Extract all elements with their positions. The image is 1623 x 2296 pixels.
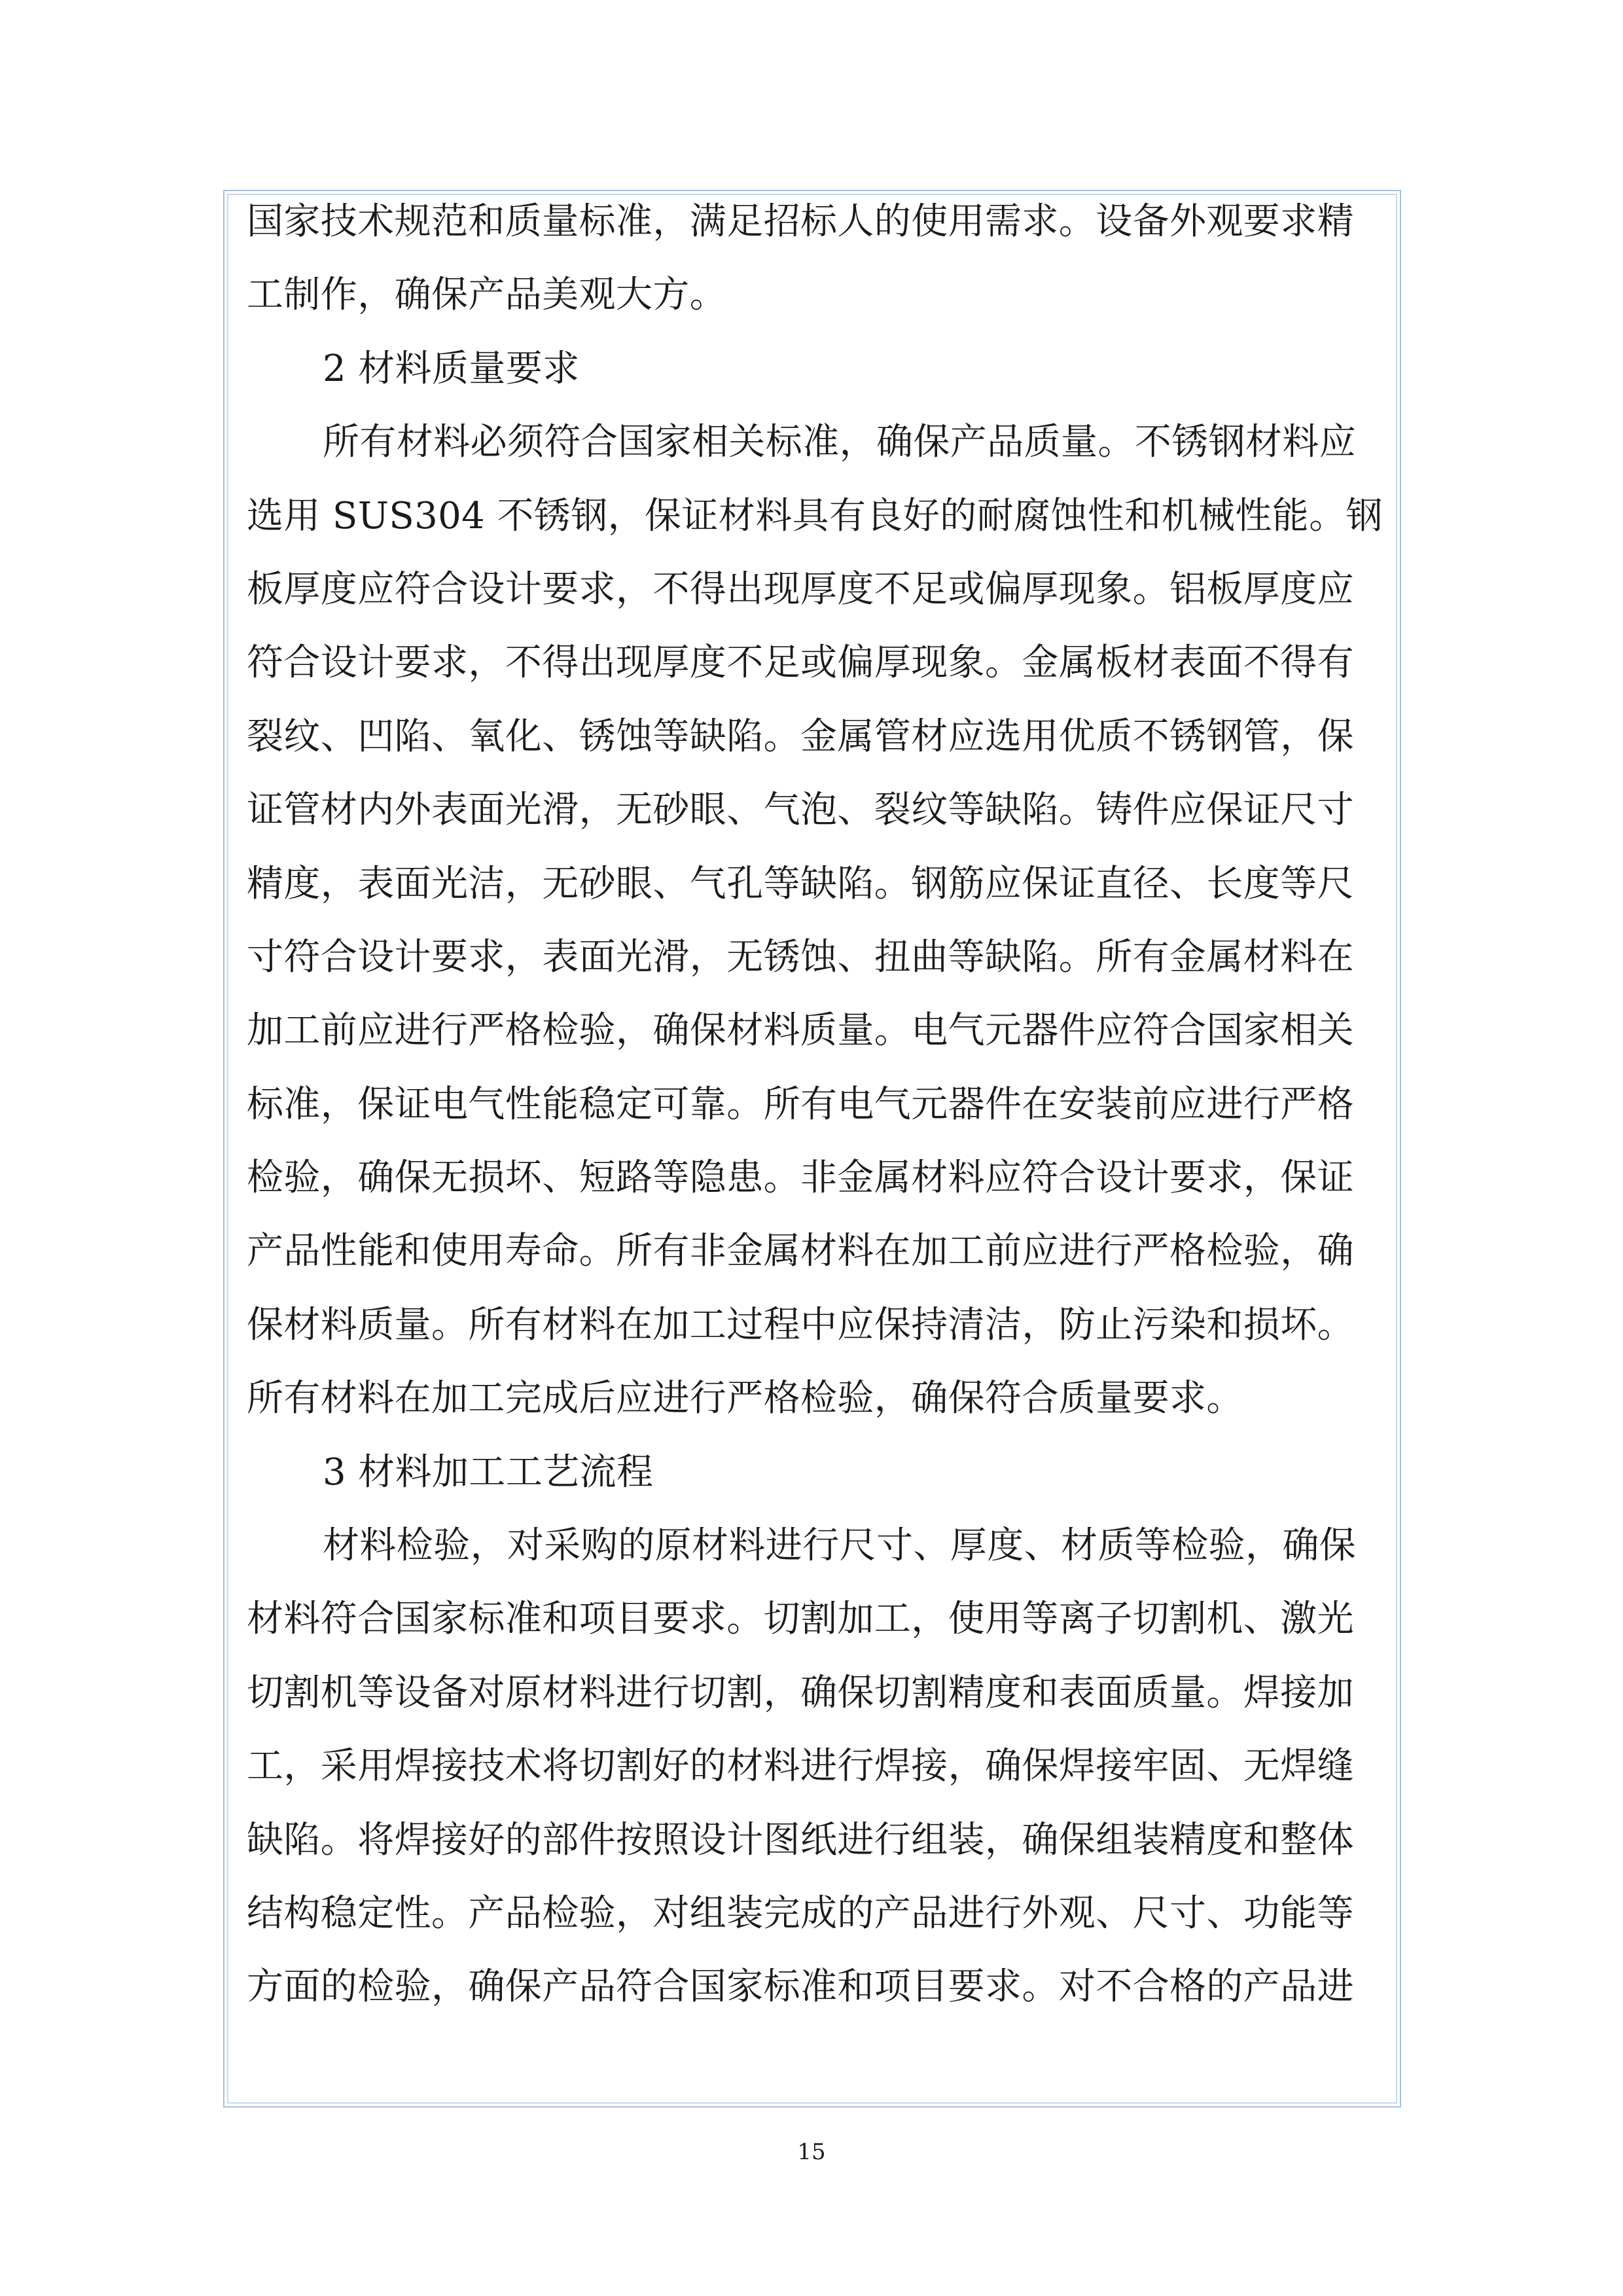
section-heading-processing-flow: 3 材料加工工艺流程 (323, 1450, 654, 1494)
body-text-line: 符合设计要求，不得出现厚度不足或偏厚现象。金属板材表面不得有 (247, 641, 1354, 685)
body-text-line: 方面的检验，确保产品符合国家标准和项目要求。对不合格的产品进 (247, 1965, 1354, 2009)
body-text-line: 所有材料在加工完成后应进行严格检验，确保符合质量要求。 (247, 1377, 1243, 1420)
body-text-line: 寸符合设计要求，表面光滑，无锈蚀、扭曲等缺陷。所有金属材料在 (247, 935, 1354, 978)
body-text-line: 材料符合国家标准和项目要求。切割加工，使用等离子切割机、激光 (247, 1598, 1354, 1641)
body-text-line: 板厚度应符合设计要求，不得出现厚度不足或偏厚现象。铝板厚度应 (247, 567, 1354, 611)
body-text-line: 标准，保证电气性能稳定可靠。所有电气元器件在安装前应进行严格 (247, 1083, 1354, 1126)
body-text-line: 选用 SUS304 不锈钢，保证材料具有良好的耐腐蚀性和机械性能。钢 (247, 494, 1383, 537)
body-text-line: 精度，表面光洁，无砂眼、气孔等缺陷。钢筋应保证直径、长度等尺 (247, 862, 1354, 905)
body-text-line: 加工前应进行严格检验，确保材料质量。电气元器件应符合国家相关 (247, 1009, 1354, 1052)
body-text-line: 结构稳定性。产品检验，对组装完成的产品进行外观、尺寸、功能等 (247, 1892, 1354, 1935)
body-text-line: 产品性能和使用寿命。所有非金属材料在加工前应进行严格检验，确 (247, 1230, 1354, 1273)
body-text-line: 保材料质量。所有材料在加工过程中应保持清洁，防止污染和损坏。 (247, 1303, 1354, 1346)
page-number: 15 (797, 2139, 826, 2165)
body-text-line: 证管材内外表面光滑，无砂眼、气泡、裂纹等缺陷。铸件应保证尺寸 (247, 789, 1354, 832)
body-text-line: 缺陷。将焊接好的部件按照设计图纸进行组装，确保组装精度和整体 (247, 1818, 1354, 1861)
paragraph-first-line: 材料检验，对采购的原材料进行尺寸、厚度、材质等检验，确保 (323, 1524, 1357, 1568)
body-text-line: 工制作，确保产品美观大方。 (247, 274, 727, 317)
body-text-line: 国家技术规范和质量标准，满足招标人的使用需求。设备外观要求精 (247, 200, 1354, 243)
paragraph-first-line: 所有材料必须符合国家相关标准，确保产品质量。不锈钢材料应 (323, 421, 1357, 464)
document-body (247, 185, 1385, 2024)
body-text-line: 工，采用焊接技术将切割好的材料进行焊接，确保焊接牢固、无焊缝 (247, 1745, 1354, 1788)
body-text-line: 切割机等设备对原材料进行切割，确保切割精度和表面质量。焊接加 (247, 1671, 1354, 1714)
body-text-line: 检验，确保无损坏、短路等隐患。非金属材料应符合设计要求，保证 (247, 1157, 1354, 1200)
body-text-line: 裂纹、凹陷、氧化、锈蚀等缺陷。金属管材应选用优质不锈钢管，保 (247, 715, 1354, 758)
section-heading-material-quality: 2 材料质量要求 (323, 347, 580, 390)
